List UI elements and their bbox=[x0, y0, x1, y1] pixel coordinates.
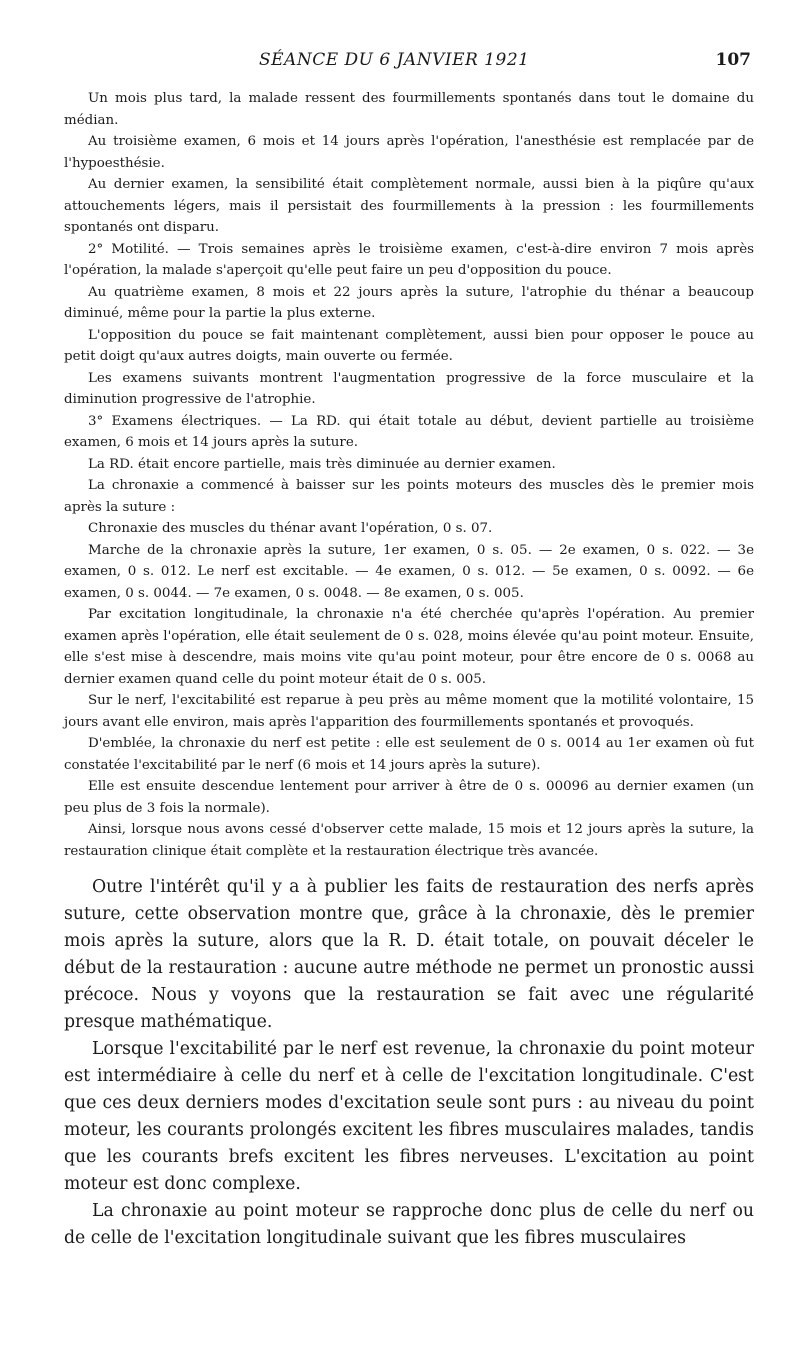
paragraph: Chronaxie des muscles du thénar avant l'opération, 0 s. 07. bbox=[88, 521, 493, 536]
paragraph: Les examens suivants montrent l'augmentation progressive de la force musculaire et la diminution progressive de l'atrophie. bbox=[64, 370, 754, 407]
paragraph: La RD. était encore partielle, mais très diminuée au dernier examen. bbox=[88, 456, 556, 472]
paragraph: Un mois plus tard, la malade ressent des fourmillements spontanés dans tout le domaine du médian. bbox=[64, 91, 754, 128]
paragraph: L'opposition du pouce se fait maintenant complètement, aussi bien pour opposer le pouce au petit doigt qu'aux autres doigts, main ouverte ou fermée. bbox=[64, 327, 754, 364]
running-title: SÉANCE DU 6 JANVIER 1921 bbox=[259, 50, 530, 70]
running-header bbox=[64, 50, 754, 76]
paragraph: D'emblée, la chronaxie du nerf est petite : elle est seulement de 0 s. 0014 au 1er examen où fut constatée l'excitabilité par le nerf (6 mois et 14 jours après la suture). bbox=[64, 736, 754, 773]
page bbox=[64, 50, 754, 1252]
paragraph: Au troisième examen, 6 mois et 14 jours après l'opération, l'anesthésie est remplacée par de l'hypoesthésie. bbox=[64, 134, 754, 171]
observation-section bbox=[64, 88, 754, 862]
paragraph: Par excitation longitudinale, la chronaxie n'a été cherchée qu'après l'opération. Au premier examen après l'opération, elle était seulement de 0 s. 028, moins élevée qu'au point moteur. Ensuite, elle s'est mise à descendre, mais moins vite qu'au point moteur, pour être encore de 0 s. 0068 au dernier examen quand celle du point moteur était de 0 s. 005. bbox=[64, 607, 754, 687]
paragraph: Marche de la chronaxie après la suture, 1er examen, 0 s. 05. — 2e examen, 0 s. 022. — 3e examen, 0 s. 012. Le nerf est excitable. — 4e examen, 0 s. 012. — 5e examen, 0 s. 0092. — 6e examen, 0 s. 0044. — 7e examen, 0 s. 0048. — 8e examen, 0 s. 005. bbox=[64, 542, 754, 601]
paragraph: Elle est ensuite descendue lentement pour arriver à être de 0 s. 00096 au dernier examen (un peu plus de 3 fois la normale). bbox=[64, 779, 754, 816]
paragraph: 2° Motilité. — Trois semaines après le troisième examen, c'est-à-dire environ 7 mois après l'opération, la malade s'aperçoit qu'elle peut faire un peu d'opposition du pouce. bbox=[64, 241, 754, 278]
paragraph: Au quatrième examen, 8 mois et 22 jours après la suture, l'atrophie du thénar a beaucoup diminué, même pour la partie la plus externe. bbox=[64, 284, 754, 321]
paragraph: Outre l'intérêt qu'il y a à publier les faits de restauration des nerfs après suture, cette observation montre que, grâce à la chronaxie, dès le premier mois après la suture, alors que la R. D. était totale, on pouvait déceler le début de la restauration : aucune autre méthode ne permet un pronostic aussi précoce. Nous y voyons que la restauration se fait avec une régularité presque mathématique. bbox=[64, 877, 754, 1032]
paragraph: Au dernier examen, la sensibilité était complètement normale, aussi bien à la piqûre qu'aux attouchements légers, mais il persistait des fourmillements à la pression : les fourmillements spontanés ont disparu. bbox=[64, 177, 754, 235]
page-number: 107 bbox=[715, 50, 751, 70]
paragraph: Ainsi, lorsque nous avons cessé d'observer cette malade, 15 mois et 12 jours après la suture, la restauration clinique était complète et la restauration électrique très avancée. bbox=[64, 822, 754, 859]
paragraph: La chronaxie au point moteur se rapproche donc plus de celle du nerf ou de celle de l'excitation longitudinale suivant que les fibres musculaires bbox=[64, 1201, 754, 1248]
paragraph: Lorsque l'excitabilité par le nerf est revenue, la chronaxie du point moteur est intermédiaire à celle du nerf et à celle de l'excitation longitudinale. C'est que ces deux derniers modes d'excitation seule sont purs : au niveau du point moteur, les courants prolongés excitent les fibres musculaires malades, tandis que les courants brefs excitent les fibres nerveuses. L'excitation au point moteur est donc complexe. bbox=[64, 1039, 754, 1194]
paragraph: La chronaxie a commencé à baisser sur les points moteurs des muscles dès le premier mois après la suture : bbox=[64, 478, 754, 515]
discussion-section bbox=[64, 874, 754, 1252]
paragraph: 3° Examens électriques. — La RD. qui était totale au début, devient partielle au troisième examen, 6 mois et 14 jours après la suture. bbox=[64, 413, 754, 450]
paragraph: Sur le nerf, l'excitabilité est reparue à peu près au même moment que la motilité volontaire, 15 jours avant elle environ, mais après l'apparition des fourmillements spontanés et provoqués. bbox=[64, 693, 754, 730]
